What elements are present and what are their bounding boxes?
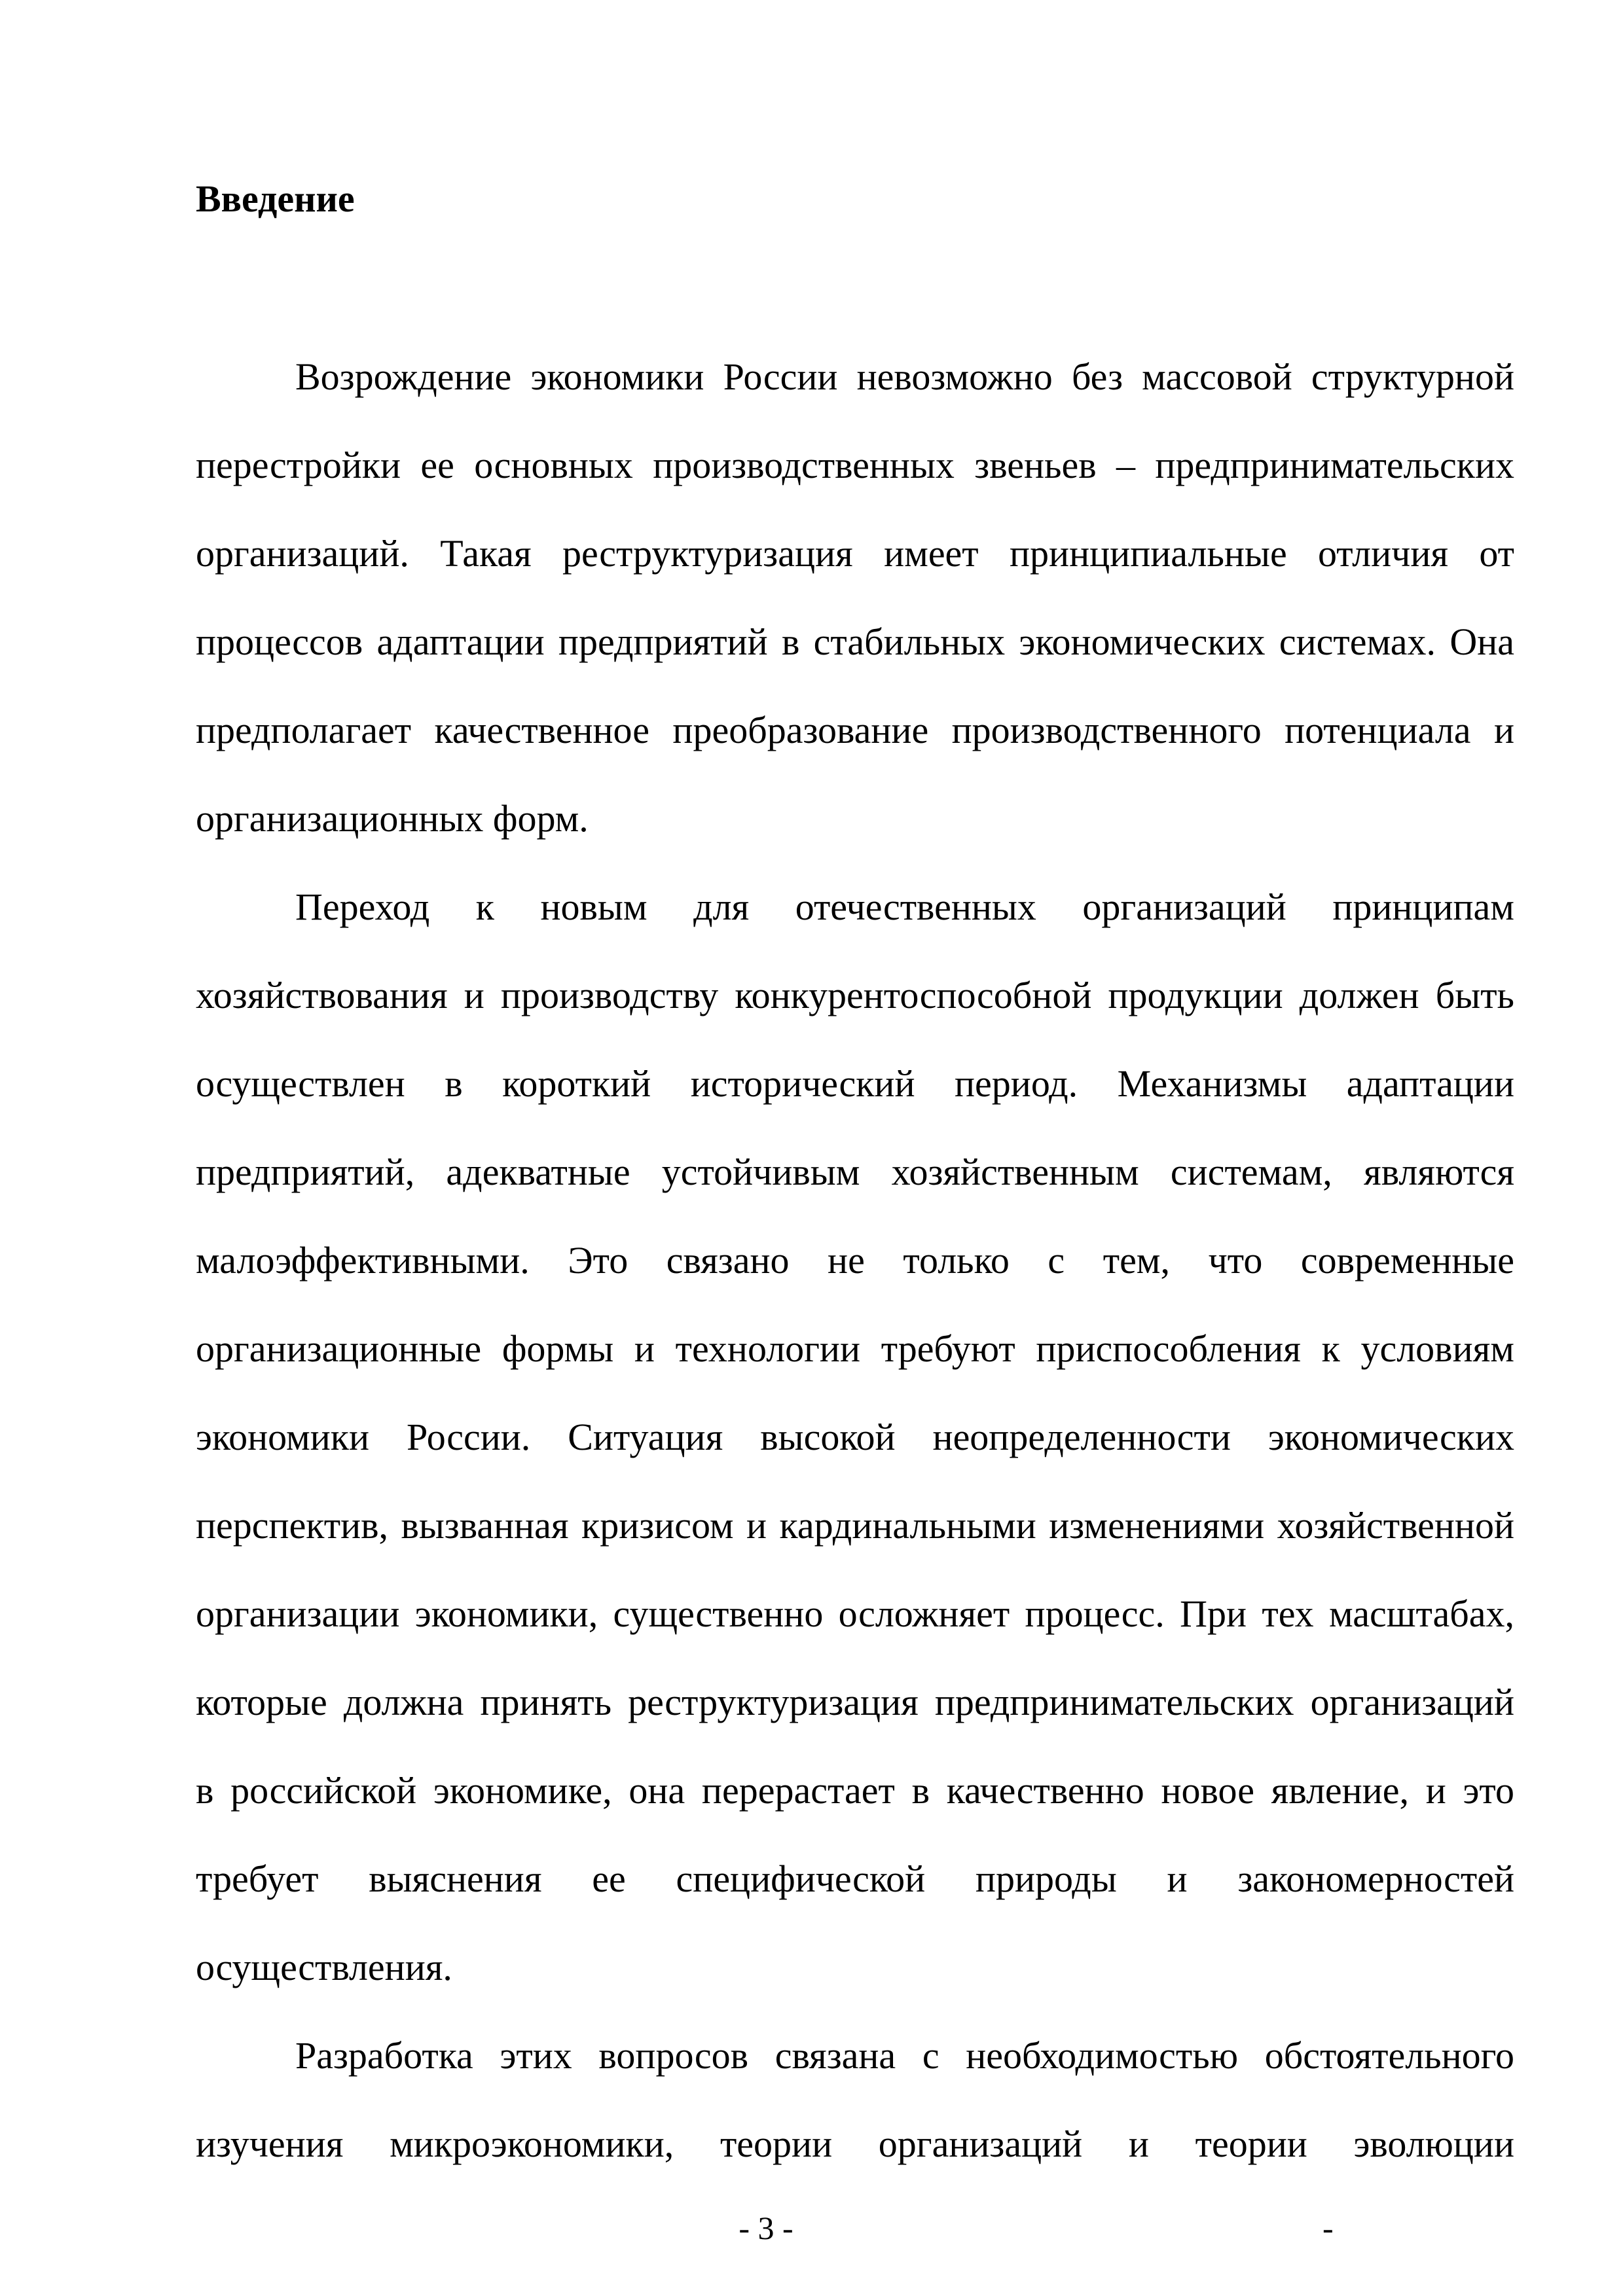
text-line: экономики России. Ситуация высокой неопределенности экономических (196, 1416, 1514, 1458)
paragraph-3 (196, 2011, 1514, 2188)
text-line: перспектив, вызванная кризисом и кардинальными изменениями хозяйственной (196, 1504, 1514, 1547)
text-line: изучения микроэкономики, теории организаций и теории эволюции (196, 2123, 1514, 2165)
page-number: - 3 - (739, 2210, 793, 2246)
text-line: осуществления. (196, 1946, 452, 1988)
text-line: малоэффективными. Это связано не только с тем, что современные (196, 1239, 1514, 1282)
text-line: Переход к новым для отечественных организаций принципам (295, 886, 1514, 928)
text-line: организационные формы и технологии требуют приспособления к условиям (196, 1327, 1514, 1370)
text-line: в российской экономике, она перерастает в качественно новое явление, и это (196, 1769, 1514, 1812)
text-line: организаций. Такая реструктуризация имеет принципиальные отличия от (196, 532, 1514, 575)
text-line: требует выяснения ее специфической природы и закономерностей (196, 1857, 1514, 1900)
text-line: которые должна принять реструктуризация предпринимательских организаций (196, 1681, 1514, 1723)
footer-mark: - (1322, 2210, 1334, 2246)
paragraph-1 (196, 332, 1514, 863)
document-body (196, 332, 1514, 2188)
text-line: предполагает качественное преобразование производственного потенциала и (196, 709, 1514, 751)
text-line: хозяйствования и производству конкурентоспособной продукции должен быть (196, 974, 1514, 1016)
text-line: предприятий, адекватные устойчивым хозяйственным системам, являются (196, 1151, 1514, 1193)
text-line: Возрождение экономики России невозможно без массовой структурной (295, 355, 1514, 398)
text-line: перестройки ее основных производственных звеньев – предпринимательских (196, 444, 1514, 486)
text-line: осуществлен в короткий исторический период. Механизмы адаптации (196, 1062, 1514, 1105)
text-line: процессов адаптации предприятий в стабильных экономических системах. Она (196, 620, 1514, 663)
text-line: организационных форм. (196, 797, 589, 840)
text-line: организации экономики, существенно осложняет процесс. При тех масштабах, (196, 1592, 1514, 1635)
section-heading: Введение (196, 177, 355, 220)
text-line: Разработка этих вопросов связана с необходимостью обстоятельного (295, 2034, 1514, 2077)
paragraph-2 (196, 863, 1514, 2011)
